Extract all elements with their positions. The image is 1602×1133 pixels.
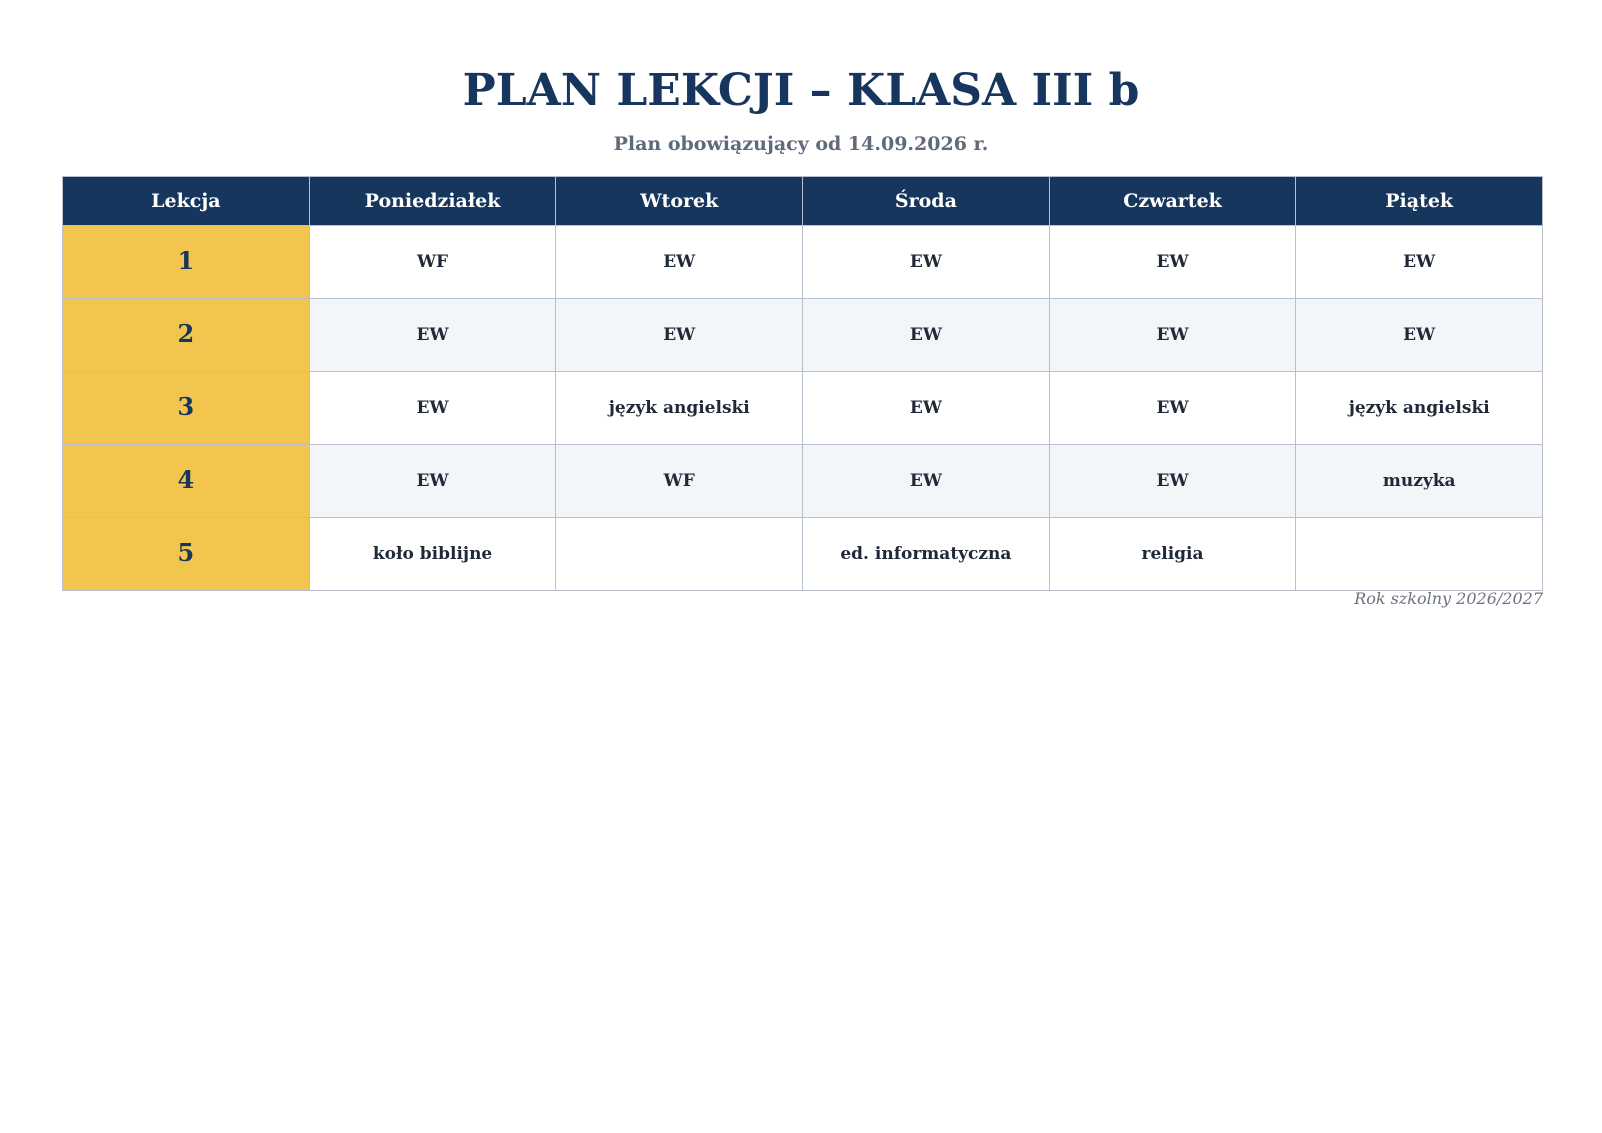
table-row — [63, 226, 1543, 299]
table-cell: EW — [803, 299, 1050, 372]
table-cell: EW — [1296, 226, 1543, 299]
table-cell: język angielski — [1296, 372, 1543, 445]
table-cell: EW — [1049, 372, 1296, 445]
table-cell: EW — [1049, 445, 1296, 518]
table-cell: EW — [556, 299, 803, 372]
table-cell — [556, 518, 803, 591]
table-row — [63, 518, 1543, 591]
table-cell: EW — [1049, 299, 1296, 372]
table-cell: EW — [556, 226, 803, 299]
table-row — [63, 445, 1543, 518]
page-title: PLAN LEKCJI – KLASA III b — [462, 65, 1140, 116]
header-thursday: Czwartek — [1049, 177, 1296, 226]
page-subtitle: Plan obowiązujący od 14.09.2026 r. — [613, 133, 989, 155]
header-monday: Poniedziałek — [309, 177, 556, 226]
header-wednesday: Środa — [803, 177, 1050, 226]
header-tuesday: Wtorek — [556, 177, 803, 226]
header-row — [63, 177, 1543, 226]
table-cell: EW — [803, 445, 1050, 518]
table-row — [63, 372, 1543, 445]
table-cell: EW — [1049, 226, 1296, 299]
table-cell: EW — [309, 372, 556, 445]
table-cell: ed. informatyczna — [803, 518, 1050, 591]
table-cell: EW — [1296, 299, 1543, 372]
table-cell: EW — [803, 226, 1050, 299]
table-row — [63, 299, 1543, 372]
table-cell — [1296, 518, 1543, 591]
table-cell: EW — [309, 445, 556, 518]
table-cell: WF — [309, 226, 556, 299]
school-year-note: Rok szkolny 2026/2027 — [1354, 589, 1543, 608]
lesson-number: 1 — [63, 226, 310, 299]
table-cell: koło biblijne — [309, 518, 556, 591]
table-cell: język angielski — [556, 372, 803, 445]
table-cell: EW — [803, 372, 1050, 445]
lesson-number: 3 — [63, 372, 310, 445]
header-friday: Piątek — [1296, 177, 1543, 226]
lesson-number: 5 — [63, 518, 310, 591]
table-cell: religia — [1049, 518, 1296, 591]
table-cell: muzyka — [1296, 445, 1543, 518]
lesson-number: 4 — [63, 445, 310, 518]
header-lesson: Lekcja — [63, 177, 310, 226]
table-cell: WF — [556, 445, 803, 518]
table-cell: EW — [309, 299, 556, 372]
timetable — [62, 176, 1543, 591]
lesson-number: 2 — [63, 299, 310, 372]
